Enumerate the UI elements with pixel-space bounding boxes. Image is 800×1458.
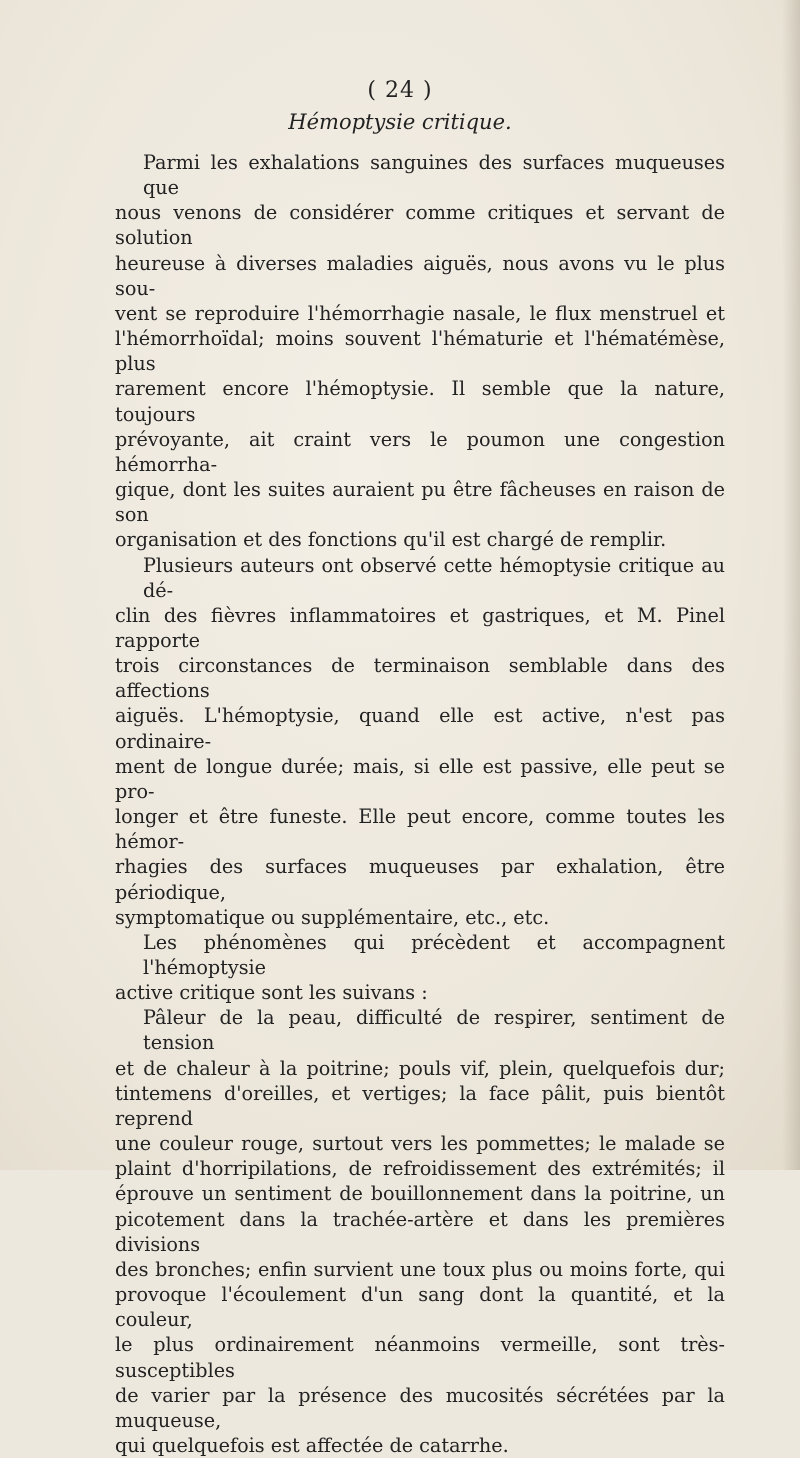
text-line: provoque l'écoulement d'un sang dont la quantité, et la couleur, [115,1283,725,1332]
text-line: organisation et des fonctions qu'il est chargé de remplir. [115,528,667,552]
text-line: trois circonstances de terminaison semblable dans des affections [115,654,725,703]
text-line: symptomatique ou supplémentaire, etc., etc. [115,905,550,929]
text-line: des bronches; enfin survient une toux plus ou moins forte, qui [115,1257,725,1281]
page-edge-shadow [782,0,800,1170]
text-line: rarement encore l'hémoptysie. Il semble que la nature, toujours [115,377,725,426]
text-line: qui quelquefois est affectée de catarrhe. [115,1433,509,1457]
paragraph-3 [115,930,725,1005]
text-line: Parmi les exhalations sanguines des surfaces muqueuses que [143,151,725,200]
text-line: plaint d'horripilations, de refroidissement des extrémités; il [115,1157,725,1181]
running-title: Hémoptysie critique. [288,110,512,134]
body-text [115,150,725,1458]
text-line: une couleur rouge, surtout vers les pommettes; le malade se [115,1132,725,1156]
paragraph-4 [115,1005,725,1458]
text-line: Pâleur de la peau, difficulté de respirer, sentiment de tension [143,1006,725,1055]
text-line: et de chaleur à la poitrine; pouls vif, plein, quelquefois dur; [115,1056,725,1080]
text-line: heureuse à diverses maladies aiguës, nous avons vu le plus sou- [115,251,725,300]
text-line: vent se reproduire l'hémorrhagie nasale, le flux menstruel et [115,301,725,325]
paragraph-2 [115,553,725,930]
text-line: tintemens d'oreilles, et vertiges; la face pâlit, puis bientôt reprend [115,1081,725,1130]
text-line: nous venons de considérer comme critiques et servant de solution [115,201,725,250]
text-line: longer et être funeste. Elle peut encore, comme toutes les hémor- [115,805,725,854]
text-line: rhagies des surfaces muqueuses par exhalation, être périodique, [115,855,725,904]
text-line: ment de longue durée; mais, si elle est passive, elle peut se pro- [115,754,725,803]
text-line: Les phénomènes qui précèdent et accompagnent l'hémoptysie [143,930,725,979]
text-line: clin des fièvres inflammatoires et gastriques, et M. Pinel rapporte [115,603,725,652]
text-line: l'hémorrhoïdal; moins souvent l'hématurie et l'hématémèse, plus [115,327,725,376]
text-line: le plus ordinairement néanmoins vermeille, sont très-susceptibles [115,1333,725,1382]
page-number: ( 24 ) [367,78,433,103]
text-line: éprouve un sentiment de bouillonnement dans la poitrine, un [115,1182,725,1206]
text-line: gique, dont les suites auraient pu être fâcheuses en raison de son [115,478,725,527]
text-line: Plusieurs auteurs ont observé cette hémoptysie critique au dé- [143,553,725,602]
text-line: active critique sont les suivans : [115,981,428,1005]
text-line: prévoyante, ait craint vers le poumon une congestion hémorrha- [115,427,725,476]
text-line: de varier par la présence des mucosités sécrétées par la muqueuse, [115,1383,725,1432]
text-line: aiguës. L'hémoptysie, quand elle est active, n'est pas ordinaire- [115,704,725,753]
paragraph-1 [115,150,725,553]
text-line: picotement dans la trachée-artère et dans les premières divisions [115,1207,725,1256]
